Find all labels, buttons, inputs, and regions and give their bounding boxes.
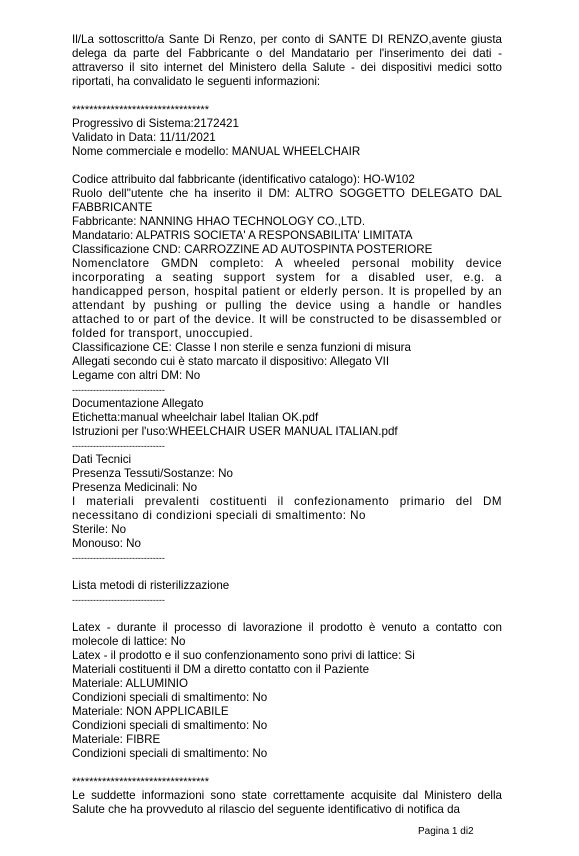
stars-separator-bottom: ******************************** xyxy=(72,776,209,788)
dati-tecnici-title: Dati Tecnici xyxy=(72,453,132,466)
separator: ------------------------------- xyxy=(72,595,165,605)
lista-metodi-title: Lista metodi di risterilizzazione xyxy=(72,579,230,592)
sterile: Sterile: No xyxy=(72,523,127,536)
istruzioni-file: Istruzioni per l'uso:WHEELCHAIR USER MANUAL ITALIAN.pdf xyxy=(72,425,398,438)
validato-data: Validato in Data: 11/11/2021 xyxy=(72,131,216,144)
mandatario: Mandatario: ALPATRIS SOCIETA' A RESPONSABILITA' LIMITATA xyxy=(72,229,413,242)
allegati-marcatura: Allegati secondo cui è stato marcato il dispositivo: Allegato VII xyxy=(72,355,390,368)
presenza-tessuti: Presenza Tessuti/Sostanze: No xyxy=(72,467,233,480)
materiali-contatto-title: Materiali costituenti il DM a diretto contatto con il Paziente xyxy=(72,663,370,676)
separator: ------------------------------- xyxy=(72,553,165,563)
monouso: Monouso: No xyxy=(72,537,141,550)
separator: ------------------------------- xyxy=(72,385,165,395)
condizioni-smaltimento: Condizioni speciali di smaltimento: No xyxy=(72,719,268,732)
materiale-item: Materiale: FIBRE xyxy=(72,733,161,746)
materiale-item: Materiale: NON APPLICABILE xyxy=(72,705,229,718)
fabbricante: Fabbricante: NANNING HHAO TECHNOLOGY CO.,LTD. xyxy=(72,215,366,228)
stars-separator-top: ******************************** xyxy=(72,104,209,116)
legame-dm: Legame con altri DM: No xyxy=(72,369,201,382)
materiale-item: Materiale: ALLUMINIO xyxy=(72,677,188,690)
closing-paragraph: Le suddette informazioni sono state correttamente acquisite dal Ministero della Salute che ha provveduto al rilascio del seguente identificativo di notifica da xyxy=(72,789,502,816)
documentazione-title: Documentazione Allegato xyxy=(72,397,204,410)
latex-contatto: Latex - durante il processo di lavorazione il prodotto è venuto a contatto con molecole di lattice: No xyxy=(72,621,502,648)
ruolo-utente: Ruolo dell''utente che ha inserito il DM: ALTRO SOGGETTO DELEGATO DAL FABBRICANTE xyxy=(72,187,502,214)
page-number: Pagina 1 di2 xyxy=(418,826,474,837)
classificazione-cnd: Classificazione CND: CARROZZINE AD AUTOSPINTA POSTERIORE xyxy=(72,243,433,256)
separator: ------------------------------- xyxy=(72,441,165,451)
intro-paragraph: Il/La sottoscritto/a Sante Di Renzo, per conto di SANTE DI RENZO,avente giusta delega da parte del Fabbricante o del Mandatario per l'inserimento dei dati - attraverso il sito internet del Ministero della Salute - dei dispositivi medici sotto riportati, ha convalidato le seguenti informazioni: xyxy=(72,33,502,88)
nome-commerciale: Nome commerciale e modello: MANUAL WHEELCHAIR xyxy=(72,145,361,158)
progressivo-sistema: Progressivo di Sistema:2172421 xyxy=(72,117,239,130)
presenza-medicinali: Presenza Medicinali: No xyxy=(72,481,198,494)
document-body xyxy=(72,33,502,817)
condizioni-smaltimento: Condizioni speciali di smaltimento: No xyxy=(72,747,268,760)
classificazione-ce: Classificazione CE: Classe I non sterile e senza funzioni di misura xyxy=(72,341,411,354)
materiali-prevalenti: I materiali prevalenti costituenti il confezionamento primario del DM necessitano di condizioni speciali di smaltimento: No xyxy=(72,495,502,522)
etichetta-file: Etichetta:manual wheelchair label Italian OK.pdf xyxy=(72,411,319,424)
latex-privo: Latex - il prodotto e il suo confenzionamento sono privi di lattice: Si xyxy=(72,649,415,662)
nomenclatore-gmdn: Nomenclatore GMDN completo: A wheeled personal mobility device incorporating a seating support system for a disabled user, e.g. a handicapped person, hospital patient or elderly person. It is propelled by an attendant by pushing or pulling the device using a handle or handles attached to or part of the device. It will be constructed to be disassembled or folded for transport, unoccupied. xyxy=(72,257,502,340)
condizioni-smaltimento: Condizioni speciali di smaltimento: No xyxy=(72,691,268,704)
codice-fabbricante: Codice attribuito dal fabbricante (identificativo catalogo): HO-W102 xyxy=(72,173,415,186)
